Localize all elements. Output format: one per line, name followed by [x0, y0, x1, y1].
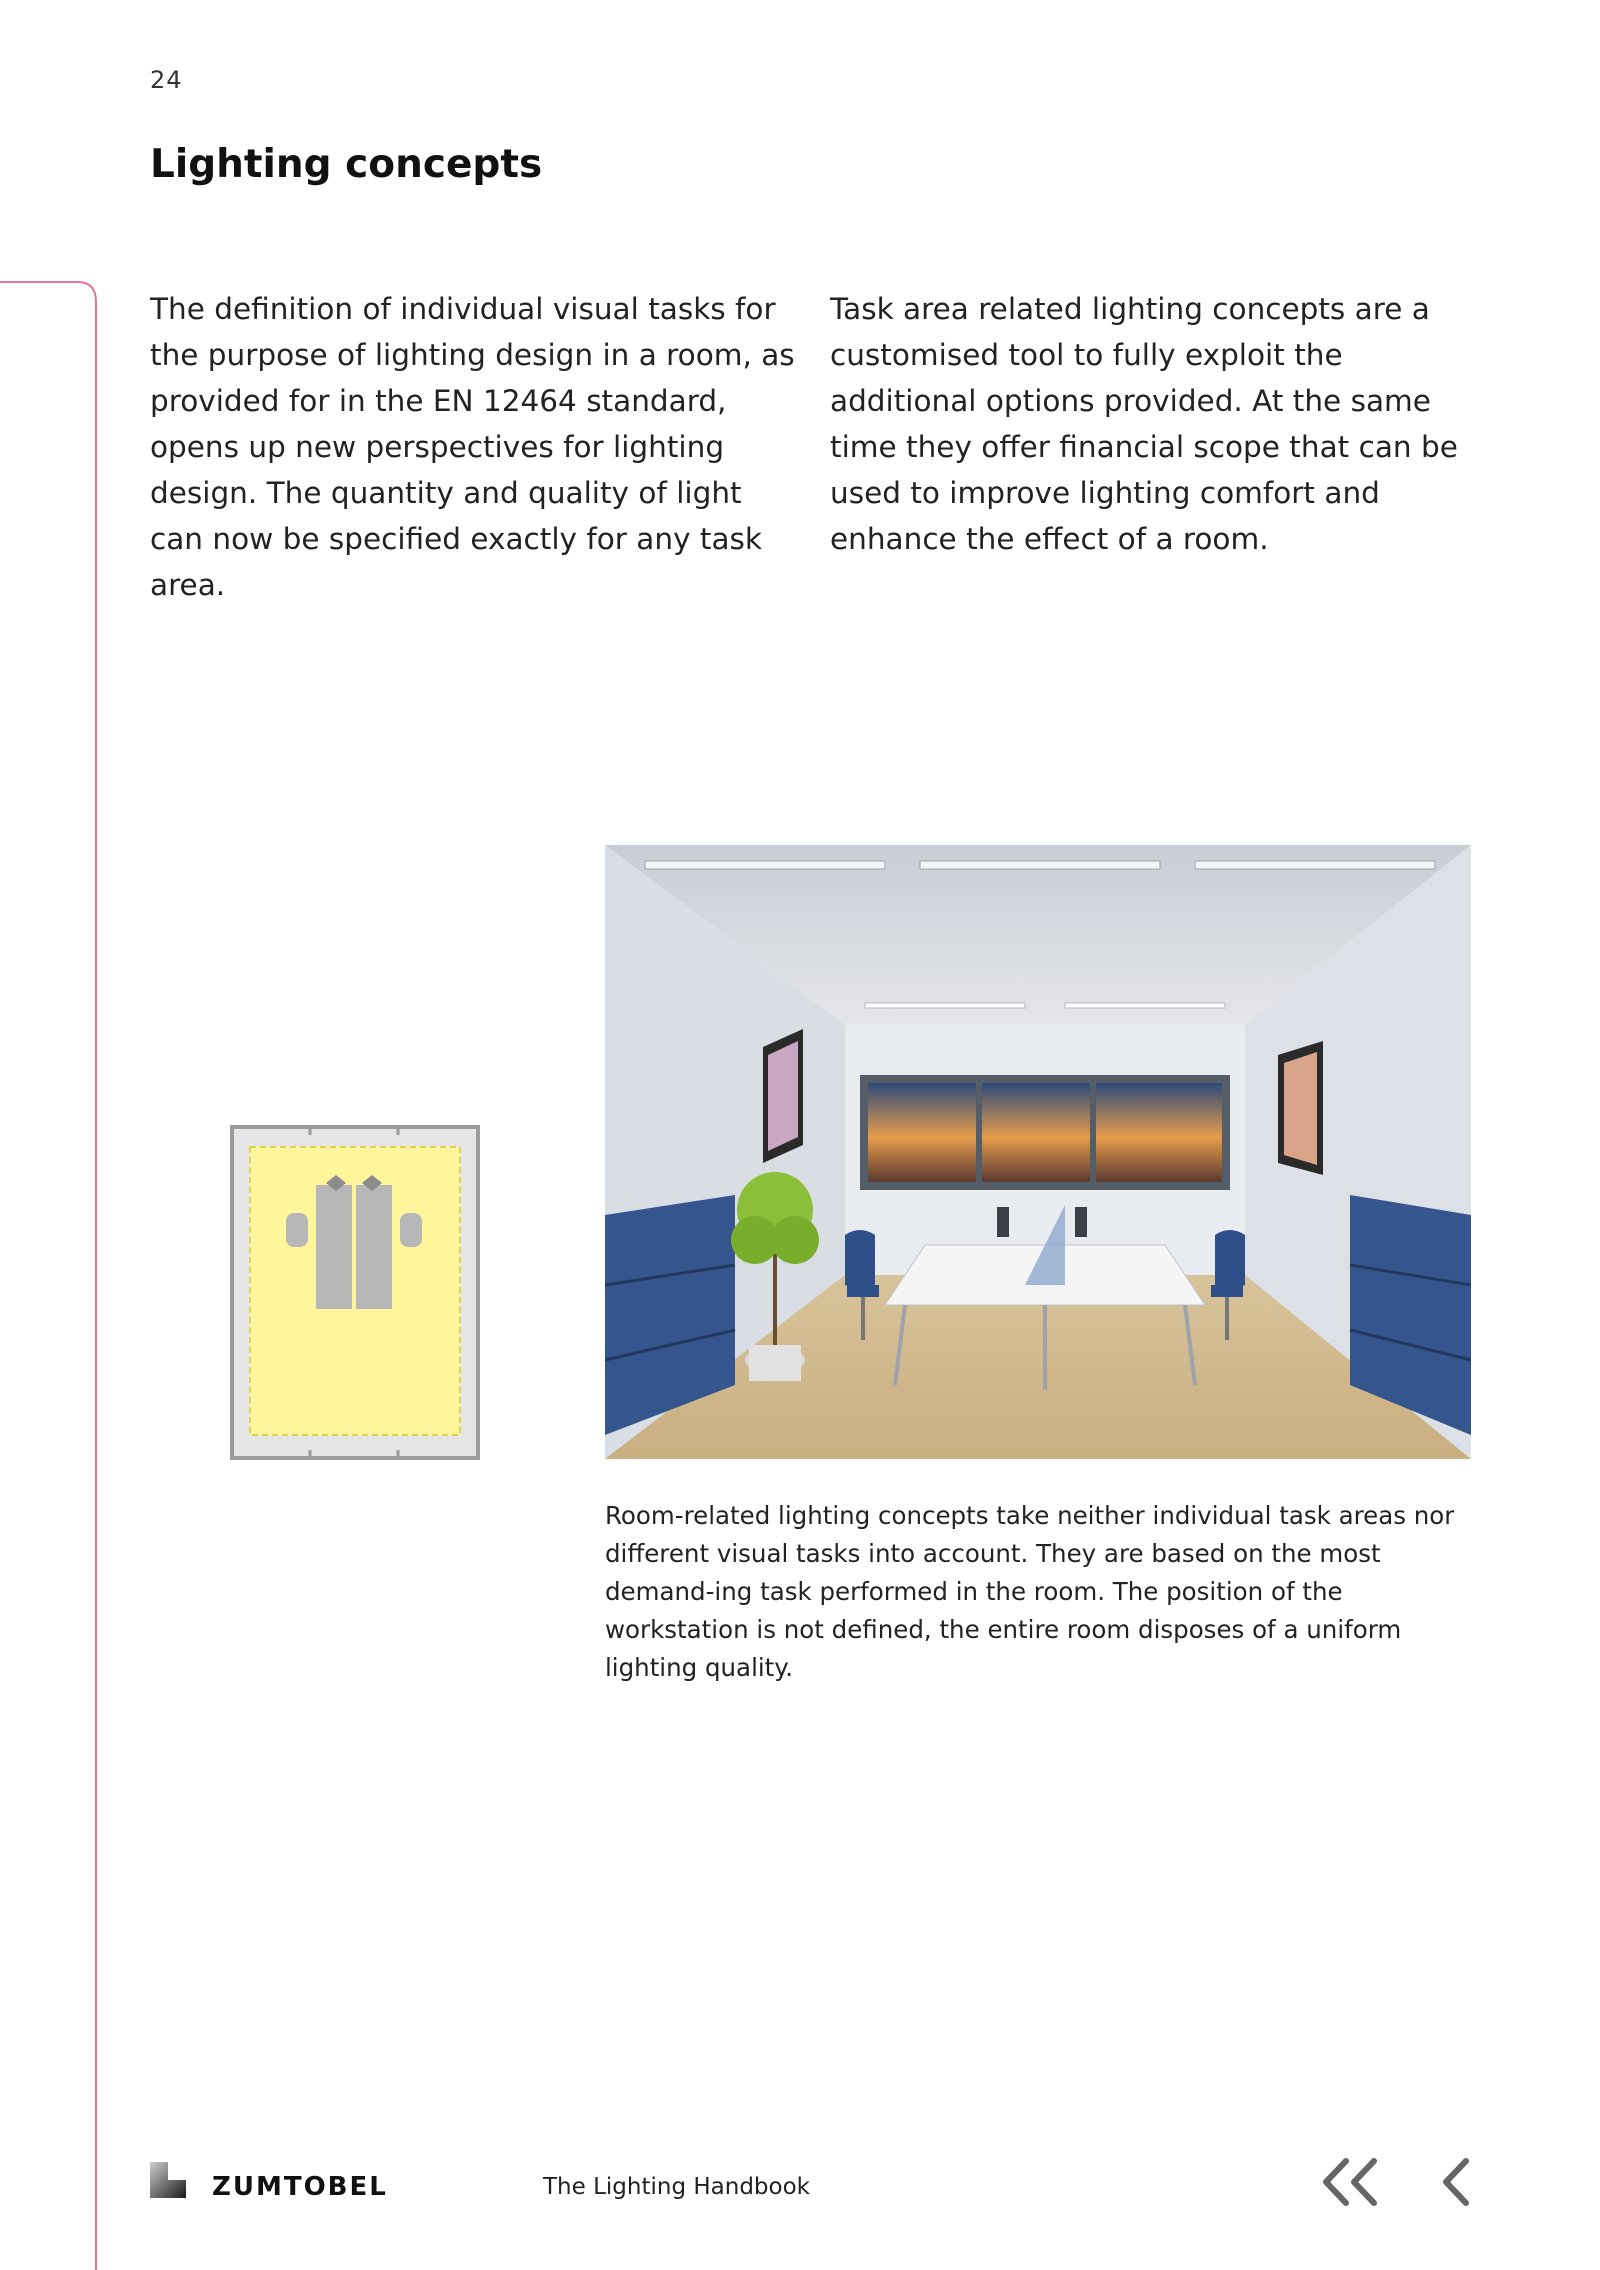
chevron-left-icon	[1446, 2161, 1466, 2203]
page-number: 24	[150, 66, 183, 94]
previous-page-button[interactable]	[1436, 2155, 1476, 2209]
room-plan-diagram	[230, 1125, 480, 1460]
body-text-right: Task area related lighting concepts are a customised tool to fully exploit the additional options provided. At the same time they offer financial scope that can be used to improve lighting comfort and enhance the effect of a room.	[830, 292, 1458, 556]
margin-accent-line	[0, 280, 98, 2270]
figure-caption: Room-related lighting concepts take neither individual task areas nor different visual tasks into account. They are based on the most demand-ing task performed in the room. The position of the workstation is not defined, the entire room disposes of a uniform lighting quality.	[605, 1501, 1455, 1682]
chair-left	[286, 1213, 308, 1247]
double-chevron-left-icon	[1326, 2161, 1374, 2203]
desk-left	[316, 1185, 352, 1309]
task-area	[250, 1147, 460, 1435]
first-page-button[interactable]	[1318, 2155, 1382, 2209]
brand-name: ZUMTOBEL	[212, 2172, 388, 2202]
publication-title: The Lighting Handbook	[543, 2174, 810, 2200]
desk-right	[356, 1185, 392, 1309]
page-title: Lighting concepts	[150, 142, 543, 187]
body-text-left: The definition of individual visual tasks for the purpose of lighting design in a room, as provided for in the EN 12464 standard, opens up new perspectives for lighting design. The quantity and quality of light can now be specified exactly for any task area.	[150, 292, 795, 602]
office-room-photo	[605, 845, 1471, 1459]
zumtobel-logo-icon	[150, 2162, 186, 2198]
chair-right	[400, 1213, 422, 1247]
